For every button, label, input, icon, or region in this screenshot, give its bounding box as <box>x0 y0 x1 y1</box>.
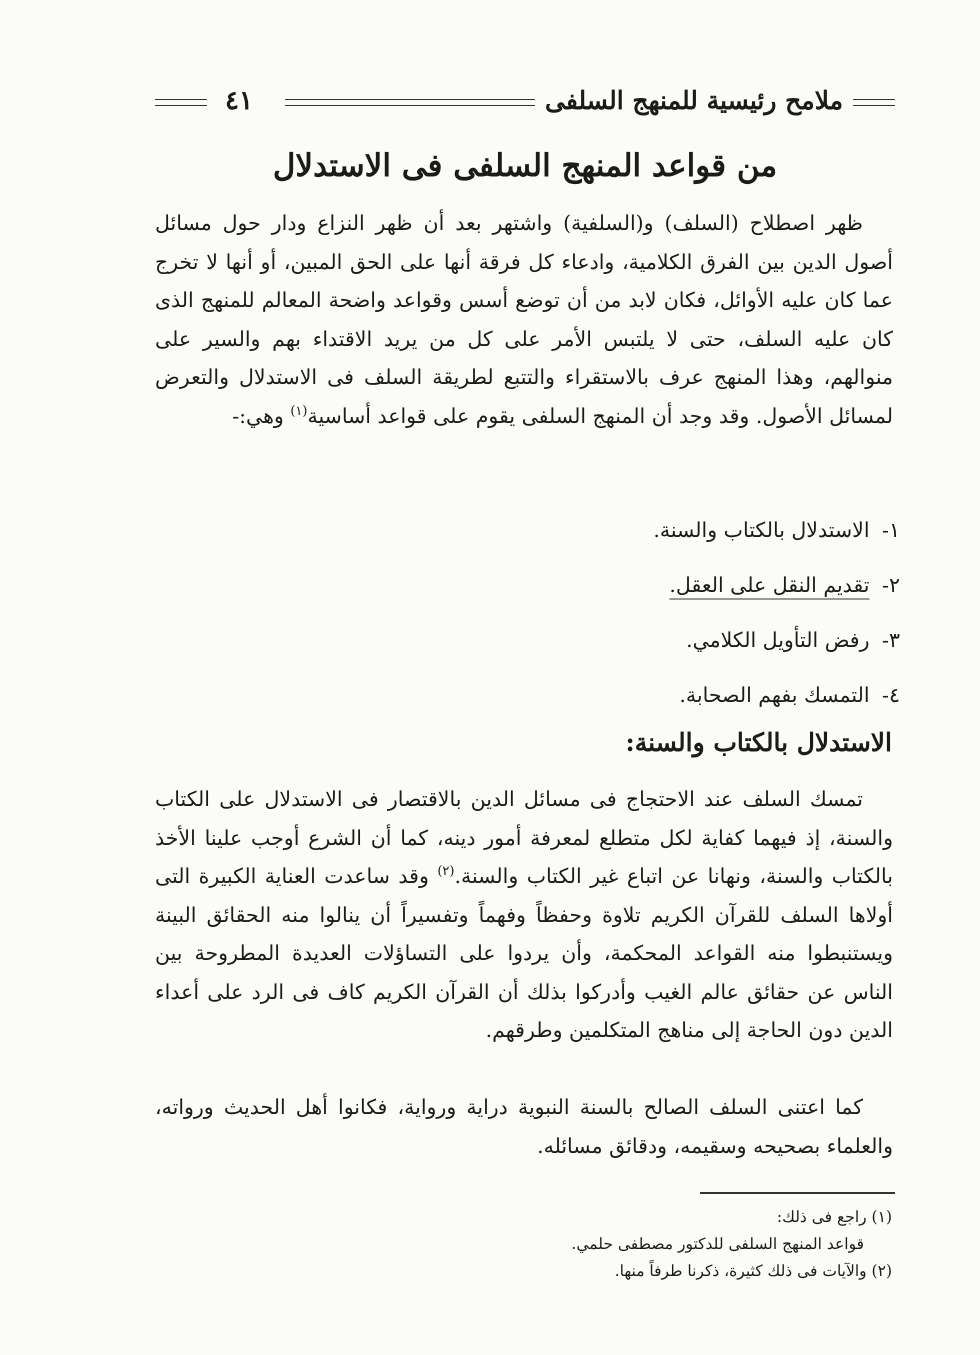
list-item <box>653 620 900 675</box>
header-rule-left <box>155 99 207 106</box>
page-number: ٤١ <box>225 86 253 116</box>
paragraph-quran-sunnah-text-before: تمسك السلف عند الاحتجاج فى مسائل الدين بالاقتصار فى الاستدلال على الكتاب والسنة، إذ فيهما كفاية لكل متطلع لمعرفة أمور دينه، كما أن الشرع أوجب علينا الأخذ بالكتاب والسنة، ونهانا عن اتباع غير الكتاب والسنة. <box>155 787 893 888</box>
paragraph-sunnah <box>155 1088 893 1165</box>
footnote-marker-1[interactable]: (١) <box>290 403 308 419</box>
footnote-1-reference: قواعد المنهج السلفى للدكتور مصطفى حلمي. <box>571 1235 864 1253</box>
list-item-text: الاستدلال بالكتاب والسنة. <box>653 518 870 542</box>
footnote-divider <box>700 1192 895 1194</box>
footnote-1-label: (١) راجع فى ذلك: <box>776 1208 892 1226</box>
paragraph-sunnah-text: كما اعتنى السلف الصالح بالسنة النبوية دراية ورواية، فكانوا أهل الحديث ورواته، والعلماء بصحيحه وسقيمه، ودقائق مسائله. <box>155 1095 893 1158</box>
list-item-number: ٣- <box>882 628 900 652</box>
list-item <box>653 675 900 730</box>
list-item-text: تقديم النقل على العقل. <box>669 573 870 597</box>
footnote-2: (٢) والآيات فى ذلك كثيرة، ذكرنا طرفاً منها. <box>614 1262 892 1280</box>
footnotes <box>571 1204 892 1285</box>
paragraph-intro <box>155 204 893 435</box>
paragraph-intro-text: ظهر اصطلاح (السلف) و(السلفية) واشتهر بعد أن ظهر النزاع ودار حول مسائل أصول الدين بين الفرق الكلامية، وادعاء كل فرقة أنها على الحق المبين، أو أنها لا تخرج عما كان عليه الأوائل، فكان لابد من أن توضع أسس وقواعد واضحة المعالم للمنهج الذى كان عليه السلف، حتى لا يلتبس الأمر على كل من يريد الاقتداء بهم والسير على منوالهم، وهذا المنهج عرف بالاستقراء والتتبع لطريقة السلف فى الاستدلال والتعرض لمسائل الأصول. وقد وجد أن المنهج السلفى يقوم على قواعد أساسية <box>155 211 893 428</box>
rules-list <box>653 510 900 730</box>
paragraph-quran-sunnah-text-after: وقد ساعدت العناية الكبيرة التى أولاها السلف للقرآن الكريم تلاوة وحفظاً وفهماً وتفسيراً أن ينالوا منه الحقائق البينة ويستنبطوا منه القواعد المحكمة، وأن يردوا على التساؤلات العديدة المطروحة بين الناس عن حقائق عالم الغيب وأدركوا بذلك أن القرآن الكريم كاف فى الرد على أعداء الدين دون الحاجة إلى مناهج المتكلمين وطرقهم. <box>155 864 893 1042</box>
paragraph-quran-sunnah <box>155 780 893 1050</box>
main-heading: من قواعد المنهج السلفى فى الاستدلال <box>272 148 778 184</box>
list-item-text: التمسك بفهم الصحابة. <box>679 683 870 707</box>
header-rule-middle <box>285 99 535 106</box>
running-header <box>155 84 895 124</box>
list-item <box>653 565 900 620</box>
list-item <box>653 510 900 565</box>
paragraph-intro-ending: وهي:- <box>232 403 291 428</box>
list-item-number: ٢- <box>882 573 900 597</box>
header-rule-right <box>853 99 895 106</box>
list-item-number: ٤- <box>882 683 900 707</box>
section-heading: الاستدلال بالكتاب والسنة: <box>625 728 892 757</box>
running-title: ملامح رئيسية للمنهج السلفى <box>545 86 843 115</box>
footnote-marker-2[interactable]: (٢) <box>437 864 455 880</box>
list-item-number: ١- <box>882 518 900 542</box>
list-item-text: رفض التأويل الكلامي. <box>686 628 870 652</box>
